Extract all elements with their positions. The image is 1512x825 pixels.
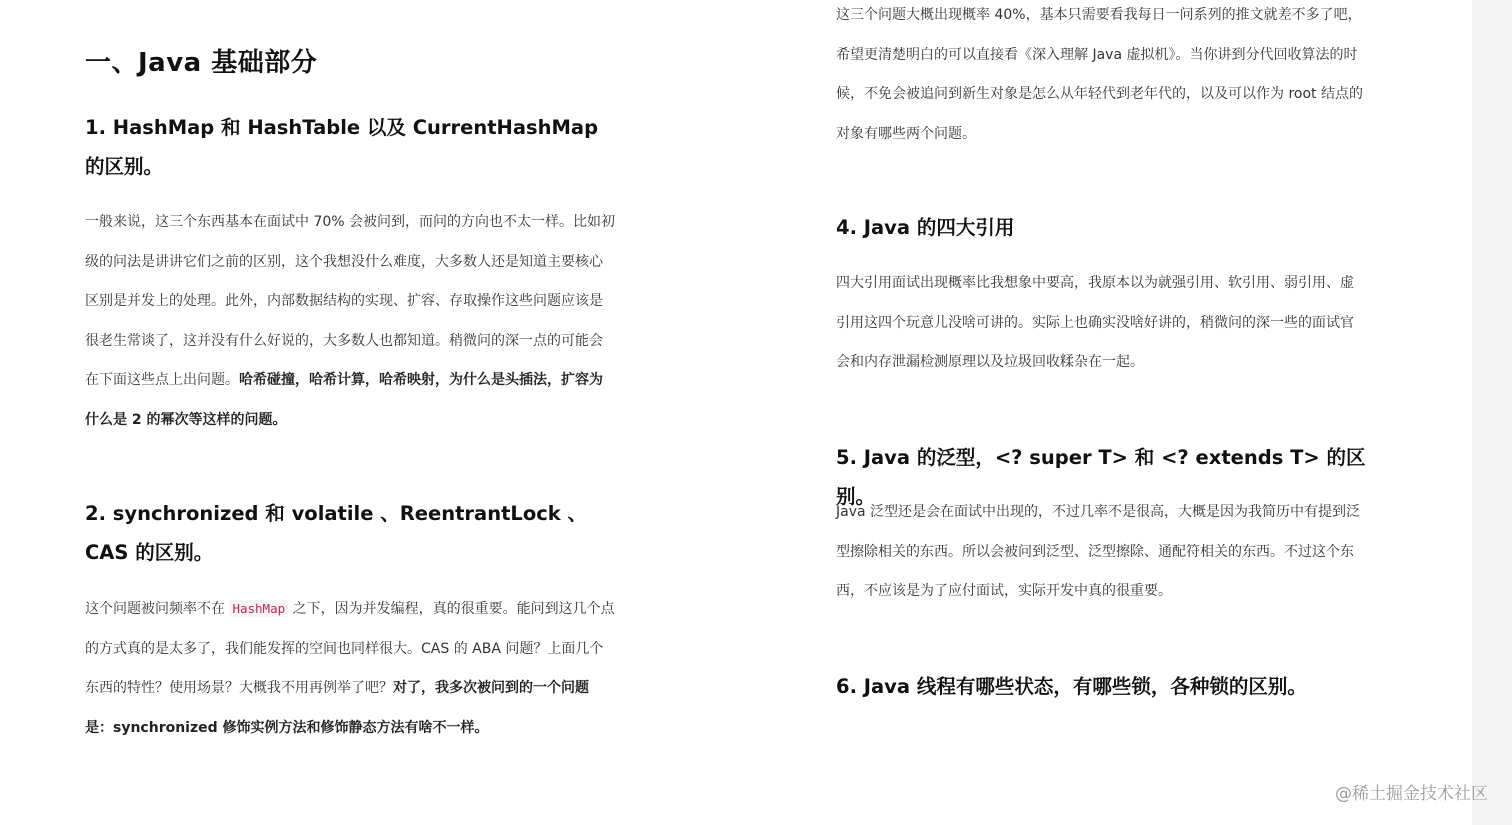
paragraph-text: 一般来说，这三个东西基本在面试中 70% 会被问到，而问的方向也不太一样。比如初级的问法是讲讲它们之前的区别，这个我想没什么难度，大多数人还是知道主要核心区别是并发上的处理。此外，内部数据结构的实现、扩容、存取操作这些问题应该是很老生常谈了，这并没有什么好说的，大多数人也都知道。稍微问的深一点的可能会在下面这些点上出问题。 bbox=[85, 214, 616, 388]
section-paragraph-1 bbox=[85, 203, 615, 440]
paragraph-text: 之下，因为并发编程，真的很重要。能问到这几个点的方式真的是太多了，我们能发挥的空间也同样很大。CAS 的 ABA 问题？上面几个东西的特性？使用场景？大概我不用再例举了吧？ bbox=[85, 601, 615, 696]
paragraph-bold-text: 对了，我多次被问到的一个问题是：synchronized 修饰实例方法和修饰静态方法有啥不一样。 bbox=[85, 680, 589, 736]
section-heading-2: 2. synchronized 和 volatile 、ReentrantLock 、CAS 的区别。 bbox=[85, 502, 588, 564]
section-paragraph-5: Java 泛型还是会在面试中出现的，不过几率不是很高，大概是因为我简历中有提到泛型擦除相关的东西。所以会被问到泛型、泛型擦除、通配符相关的东西。不过这个东西，不应该是为了应付面试，实际开发中真的很重要。 bbox=[836, 504, 1361, 599]
inline-code: HashMap bbox=[229, 600, 288, 617]
section-paragraph-2 bbox=[85, 589, 615, 748]
intro-paragraph: 这三个问题大概出现概率 40%，基本只需要看我每日一问系列的推文就差不多了吧，希望更清楚明白的可以直接看《深入理解 Java 虚拟机》。当你讲到分代回收算法的时候，不免会被追问到新生对象是怎么从年轻代到老年代的，以及可以作为 root 结点的对象有哪些两个问题。 bbox=[836, 7, 1363, 142]
section-heading-5: 5. Java 的泛型，<? super T> 和 <? extends T> 的区别。 bbox=[836, 446, 1366, 508]
chapter-title: 一、Java 基础部分 bbox=[85, 48, 318, 78]
section-heading-1: 1. HashMap 和 HashTable 以及 CurrentHashMap 的区别。 bbox=[85, 116, 599, 178]
paragraph-bold-text: 哈希碰撞，哈希计算，哈希映射，为什么是头插法，扩容为什么是 2 的幂次等这样的问题。 bbox=[85, 372, 603, 428]
paragraph-text: 这个问题被问频率不在 bbox=[85, 601, 225, 617]
section-heading-6: 6. Java 线程有哪些状态，有哪些锁，各种锁的区别。 bbox=[836, 675, 1307, 698]
watermark: @稀土掘金技术社区 bbox=[1335, 784, 1488, 804]
section-heading-4: 4. Java 的四大引用 bbox=[836, 216, 1015, 239]
section-paragraph-4: 四大引用面试出现概率比我想象中要高，我原本以为就强引用、软引用、弱引用、虚引用这四个玩意儿没啥可讲的。实际上也确实没啥好讲的，稍微问的深一些的面试官会和内存泄漏检测原理以及垃圾回收糅杂在一起。 bbox=[836, 275, 1354, 370]
